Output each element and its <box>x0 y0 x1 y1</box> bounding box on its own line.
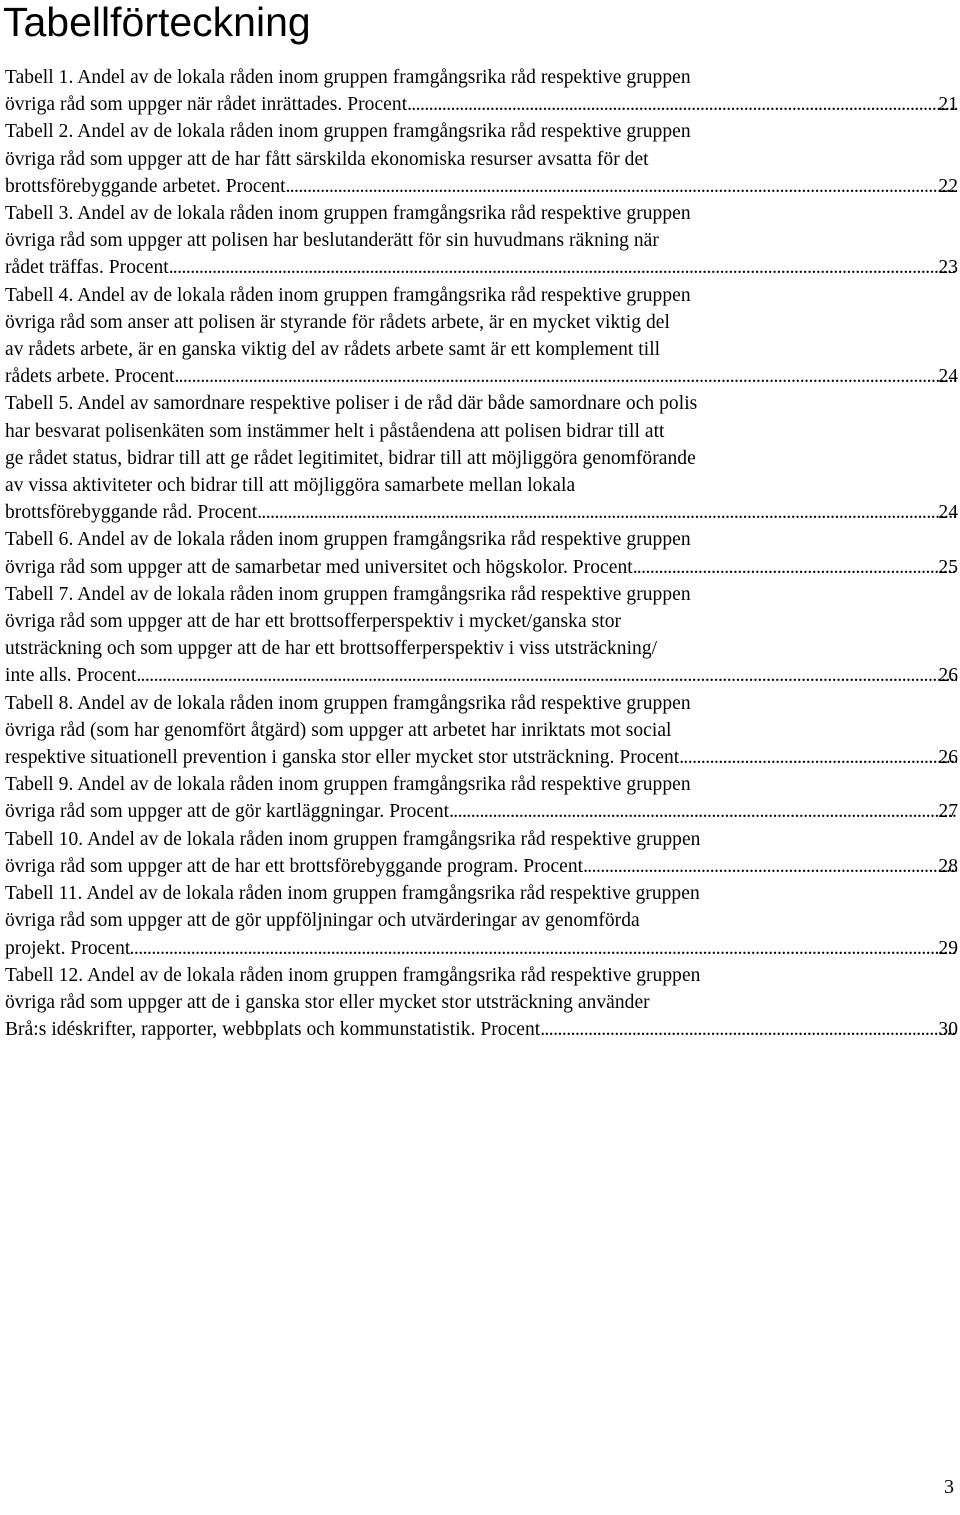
toc-entry-text: brottsförebyggande arbetet. Procent. <box>5 175 291 197</box>
toc-entry-last-line <box>5 91 958 118</box>
toc-entry-label: Tabell 6. <box>5 529 74 551</box>
toc-entry-first-line <box>5 390 958 417</box>
toc-entry-label: Tabell 8. <box>5 692 74 714</box>
toc-entry-label: Tabell 5. <box>5 393 74 415</box>
toc-entry-text: Andel av de lokala råden inom gruppen framgångsrika råd respektive gruppen <box>87 964 701 986</box>
toc-entry[interactable] <box>5 771 958 825</box>
toc-entry-label: Tabell 12. <box>5 964 84 986</box>
toc-entry-label: Tabell 1. <box>5 67 74 88</box>
page-title: Tabellförteckning <box>3 0 311 45</box>
toc-entry-first-line <box>5 771 958 798</box>
dot-leader <box>141 662 957 689</box>
dot-leader <box>174 254 957 281</box>
dot-leader <box>545 1016 957 1043</box>
toc-entry[interactable] <box>5 581 958 690</box>
toc-entry-text: rådets arbete. Procent. <box>5 366 180 388</box>
toc-entry[interactable] <box>5 64 958 118</box>
toc-entry-text: Andel av de lokala råden inom gruppen framgångsrika råd respektive gruppen <box>87 828 701 850</box>
toc-entry-line: övriga råd som uppger att de i ganska stor eller mycket stor utsträckning använder <box>5 991 650 1013</box>
toc-entry[interactable] <box>5 880 958 962</box>
toc-entry-text: övriga råd som uppger att de samarbetar med universitet och högskolor. Procent. <box>5 556 638 578</box>
toc-entry-first-line <box>5 581 958 608</box>
toc-entry[interactable] <box>5 526 958 580</box>
toc-entry-label: Tabell 7. <box>5 583 74 605</box>
toc-entry-last-line <box>5 853 958 880</box>
toc-entry-page-number: 25 <box>938 556 958 578</box>
toc-entry-line: av rådets arbete, är en ganska viktig del av rådets arbete samt är ett komplement till <box>5 339 661 361</box>
toc-entry-first-line <box>5 64 958 91</box>
page-number: 3 <box>944 1476 954 1498</box>
toc-entry-text: Andel av de lokala råden inom gruppen framgångsrika råd respektive gruppen <box>77 774 691 796</box>
toc-entry-last-line <box>5 744 958 771</box>
dot-leader <box>412 91 957 118</box>
toc-entry-text: Andel av de lokala råden inom gruppen framgångsrika råd respektive gruppen <box>77 692 691 714</box>
toc-entry-last-line <box>5 173 958 200</box>
toc-entry-last-line <box>5 363 958 390</box>
toc-entry[interactable] <box>5 282 958 391</box>
toc-entry-text: Andel av de lokala råden inom gruppen framgångsrika råd respektive gruppen <box>86 883 700 905</box>
toc-entry-line: har besvarat polisenkäten som instämmer helt i påståendena att polisen bidrar till att <box>5 420 665 442</box>
toc-entry-text: brottsförebyggande råd. Procent. <box>5 502 263 524</box>
toc-entry-text: projekt. Procent <box>5 937 131 959</box>
toc-entry-text: Andel av de lokala råden inom gruppen framgångsrika råd respektive gruppen <box>77 67 691 88</box>
toc-entry-first-line <box>5 118 958 145</box>
toc-entry-first-line <box>5 880 958 907</box>
dot-leader <box>588 853 957 880</box>
toc-entry-text: övriga råd som uppger att de har ett brottsförebyggande program. Procent. <box>5 855 589 877</box>
toc-entry-first-line <box>5 962 958 989</box>
toc-entry-line: övriga råd (som har genomfört åtgärd) som uppger att arbetet har inriktats mot social <box>5 719 672 741</box>
toc-entry-last-line <box>5 1016 958 1043</box>
toc-entry[interactable] <box>5 200 958 282</box>
toc-entry-line: övriga råd som uppger att de har ett brottsofferperspektiv i mycket/ganska stor <box>5 611 622 633</box>
toc-entry-text: inte alls. Procent. <box>5 665 142 687</box>
table-of-contents <box>5 64 958 1043</box>
toc-entry-first-line <box>5 826 958 853</box>
toc-entry-first-line <box>5 282 958 309</box>
toc-entry-first-line <box>5 526 958 553</box>
toc-entry-line: ge rådet status, bidrar till att ge rådet legitimitet, bidrar till att möjliggöra genomförande <box>5 447 696 469</box>
toc-entry-first-line <box>5 690 958 717</box>
toc-entry-text: Andel av de lokala råden inom gruppen framgångsrika råd respektive gruppen <box>77 284 691 306</box>
toc-entry-page-number: 29 <box>938 937 958 959</box>
toc-entry-last-line <box>5 554 958 581</box>
dot-leader <box>684 744 957 771</box>
toc-entry-label: Tabell 11. <box>5 883 83 905</box>
toc-entry-text: Andel av de lokala råden inom gruppen framgångsrika råd respektive gruppen <box>77 529 691 551</box>
toc-entry-text: övriga råd som uppger när rådet inrättades. Procent. <box>5 94 413 116</box>
dot-leader <box>179 363 957 390</box>
toc-entry-text: övriga råd som uppger att de gör kartläggningar. Procent. <box>5 801 455 823</box>
toc-entry-text: rådet träffas. Procent. <box>5 257 174 279</box>
toc-entry[interactable] <box>5 962 958 1044</box>
toc-entry-last-line <box>5 662 958 689</box>
toc-entry[interactable] <box>5 826 958 880</box>
dot-leader <box>454 798 957 825</box>
toc-entry-line: utsträckning och som uppger att de har ett brottsofferperspektiv i viss utsträckning/ <box>5 638 658 660</box>
toc-entry-page-number: 28 <box>938 855 958 877</box>
toc-entry-text: Andel av de lokala råden inom gruppen framgångsrika råd respektive gruppen <box>77 583 691 605</box>
toc-entry-first-line <box>5 200 958 227</box>
toc-entry-page-number: 24 <box>938 502 958 524</box>
dot-leader <box>130 935 957 962</box>
toc-entry-page-number: 24 <box>938 366 958 388</box>
toc-entry-text: Andel av de lokala råden inom gruppen framgångsrika råd respektive gruppen <box>77 203 691 225</box>
toc-entry-line: av vissa aktiviteter och bidrar till att möjliggöra samarbete mellan lokala <box>5 475 576 497</box>
toc-entry-text: Brå:s idéskrifter, rapporter, webbplats och kommunstatistik. Procent. <box>5 1019 546 1041</box>
toc-entry-line: övriga råd som uppger att polisen har beslutanderätt för sin huvudmans räkning när <box>5 230 659 252</box>
dot-leader <box>291 173 957 200</box>
toc-entry-line: övriga råd som uppger att de har fått särskilda ekonomiska resurser avsatta för det <box>5 148 649 170</box>
toc-entry-page-number: 22 <box>938 175 958 197</box>
toc-entry-text: Andel av de lokala råden inom gruppen framgångsrika råd respektive gruppen <box>77 121 691 143</box>
toc-entry-page-number: 26 <box>938 665 958 687</box>
toc-entry[interactable] <box>5 390 958 526</box>
toc-entry-page-number: 30 <box>938 1019 958 1041</box>
toc-entry[interactable] <box>5 118 958 200</box>
toc-entry-last-line <box>5 499 958 526</box>
toc-entry-last-line <box>5 254 958 281</box>
toc-entry-label: Tabell 3. <box>5 203 74 225</box>
toc-entry-label: Tabell 10. <box>5 828 84 850</box>
toc-entry-last-line <box>5 935 958 962</box>
toc-entry[interactable] <box>5 690 958 772</box>
toc-entry-page-number: 27 <box>938 801 958 823</box>
toc-entry-text: respektive situationell prevention i ganska stor eller mycket stor utsträckning. Procent. <box>5 747 685 769</box>
toc-entry-page-number: 26 <box>938 747 958 769</box>
dot-leader <box>262 499 957 526</box>
toc-entry-label: Tabell 9. <box>5 774 74 796</box>
dot-leader <box>638 554 957 581</box>
toc-entry-page-number: 23 <box>938 257 958 279</box>
toc-entry-last-line <box>5 798 958 825</box>
toc-entry-line: övriga råd som anser att polisen är styrande för rådets arbete, är en mycket viktig del <box>5 311 670 333</box>
toc-entry-text: Andel av samordnare respektive poliser i de råd där både samordnare och polis <box>77 393 698 415</box>
toc-entry-label: Tabell 2. <box>5 121 74 143</box>
toc-entry-line: övriga råd som uppger att de gör uppföljningar och utvärderingar av genomförda <box>5 910 640 932</box>
toc-entry-label: Tabell 4. <box>5 284 74 306</box>
toc-entry-page-number: 21 <box>938 94 958 116</box>
